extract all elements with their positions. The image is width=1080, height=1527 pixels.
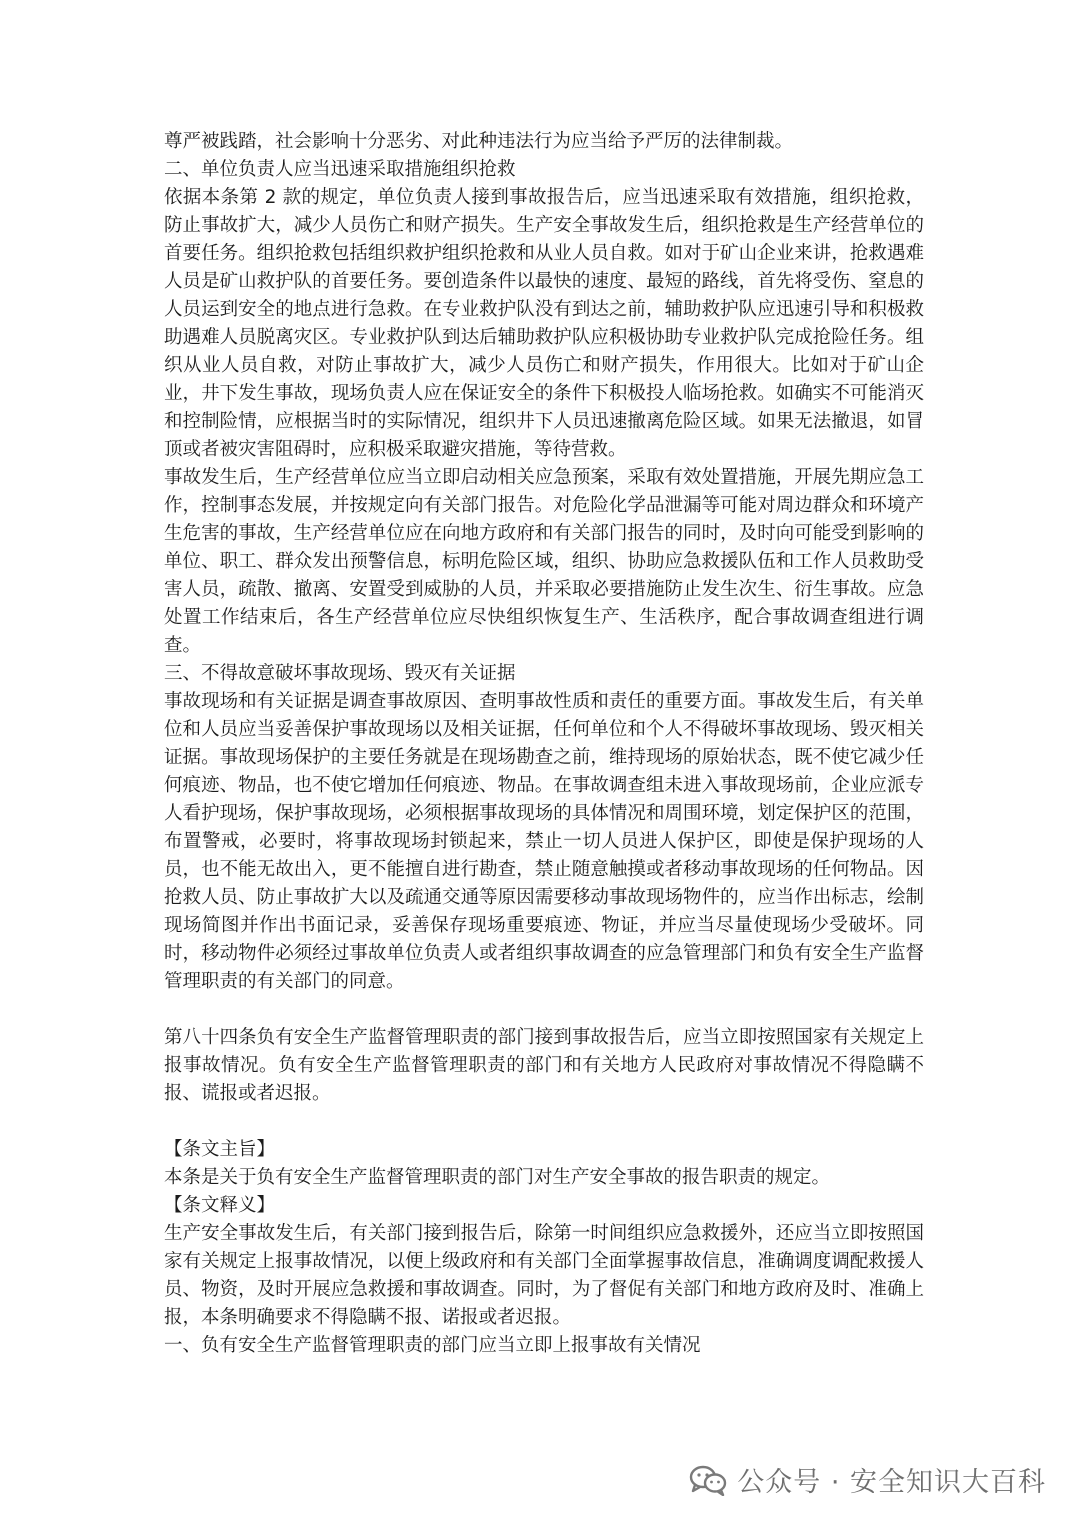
document-page [164, 128, 924, 1360]
wechat-icon [689, 1464, 727, 1496]
paragraph-interpretation: 生产安全事故发生后，有关部门接到报告后，除第一时间组织应急救援外，还应当立即按照国家有关规定上报事故情况，以便上级政府和有关部门全面掌握事故信息，准确调度调配救援人员、物资，及时开展应急救援和事故调查。同时，为了督促有关部门和地方政府及时、准确上报，本条明确要求不得隐瞒不报、诺报或者迟报。 [164, 1223, 924, 1328]
section-heading-2: 二、单位负责人应当迅速采取措施组织抢救 [164, 159, 516, 180]
paragraph-article-purpose: 本条是关于负有安全生产监督管理职责的部门对生产安全事故的报告职责的规定。 [164, 1167, 831, 1188]
heading-article-interpretation: 【条文释义】 [164, 1195, 276, 1216]
watermark [689, 1460, 1046, 1499]
watermark-text: 公众号 · 安全知识大百科 [737, 1467, 1046, 1498]
paragraph-scene-protection: 事故现场和有关证据是调查事故原因、查明事故性质和责任的重要方面。事故发生后，有关单位和人员应当妥善保护事故现场以及相关证据，任何单位和个人不得破坏事故现场、毁灭相关证据。事故现场保护的主要任务就是在现场勘查之前，维持现场的原始状态，既不使它减少任何痕迹、物品，也不使它增加任何痕迹、物品。在事故调查组未进入事故现场前，企业应派专人看护现场，保护事故现场，必须根据事故现场的具体情况和周围环境，划定保护区的范围，布置警戒，必要时，将事故现场封锁起来，禁止一切人员进人保护区，即使是保护现场的人员，也不能无故出入，更不能擅自进行勘查，禁止随意触摸或者移动事故现场的任何物品。因抢救人员、防止事故扩大以及疏通交通等原因需要移动事故现场物件的，应当作出标志，绘制现场简图并作出书面记录，妥善保存现场重要痕迹、物证，并应当尽量使现场少受破坏。同时，移动物件必须经过事故单位负责人或者组织事故调查的应急管理部门和负有安全生产监督管理职责的有关部门的同意。 [164, 691, 924, 992]
section-heading-1-report: 一、负有安全生产监督管理职责的部门应当立即上报事故有关情况 [164, 1335, 701, 1356]
paragraph-intro-continuation: 尊严被践踏，社会影响十分恶劣、对此种违法行为应当给予严厉的法律制裁。 [164, 131, 794, 152]
section-heading-3: 三、不得故意破坏事故现场、毁灭有关证据 [164, 663, 516, 684]
paragraph-spacer [164, 996, 924, 1024]
paragraph-rescue: 依据本条第 2 款的规定，单位负责人接到事故报告后，应当迅速采取有效措施，组织抢救，防止事故扩大，减少人员伤亡和财产损失。生产安全事故发生后，组织抢救是生产经营单位的首要任务。组织抢救包括组织救护组织抢救和从业人员自救。如对于矿山企业来讲，抢救遇难人员是矿山救护队的首要任务。要创造条件以最快的速度、最短的路线，首先将受伤、窒息的人员运到安全的地点进行急救。在专业救护队没有到达之前，辅助救护队应迅速引导和积极救助遇难人员脱离灾区。专业救护队到达后辅助救护队应积极协助专业救护队完成抢险任务。组织从业人员自救，对防止事故扩大，减少人员伤亡和财产损失，作用很大。比如对于矿山企业，井下发生事故，现场负责人应在保证安全的条件下积极投人临场抢救。如确实不可能消灭和控制险情，应根据当时的实际情况，组织井下人员迅速撤离危险区域。如果无法撤退，如冒顶或者被灾害阻碍时，应积极采取避灾措施，等待营救。 [164, 187, 924, 460]
heading-article-purpose: 【条文主旨】 [164, 1139, 276, 1160]
paragraph-emergency-response: 事故发生后，生产经营单位应当立即启动相关应急预案，采取有效处置措施，开展先期应急工作，控制事态发展，并按规定向有关部门报告。对危险化学品泄漏等可能对周边群众和环境产生危害的事故，生产经营单位应在向地方政府和有关部门报告的同时，及时向可能受到影响的单位、职工、群众发出预警信息，标明危险区域，组织、协助应急救援队伍和工作人员救助受害人员，疏散、撤离、安置受到威胁的人员，并采取必要措施防止发生次生、衍生事故。应急处置工作结束后，各生产经营单位应尽快组织恢复生产、生活秩序，配合事故调查组进行调查。 [164, 467, 924, 656]
article-84: 第八十四条负有安全生产监督管理职责的部门接到事故报告后，应当立即按照国家有关规定上报事故情况。负有安全生产监督管理职责的部门和有关地方人民政府对事故情况不得隐瞒不报、谎报或者迟报。 [164, 1027, 924, 1104]
paragraph-spacer [164, 1108, 924, 1136]
